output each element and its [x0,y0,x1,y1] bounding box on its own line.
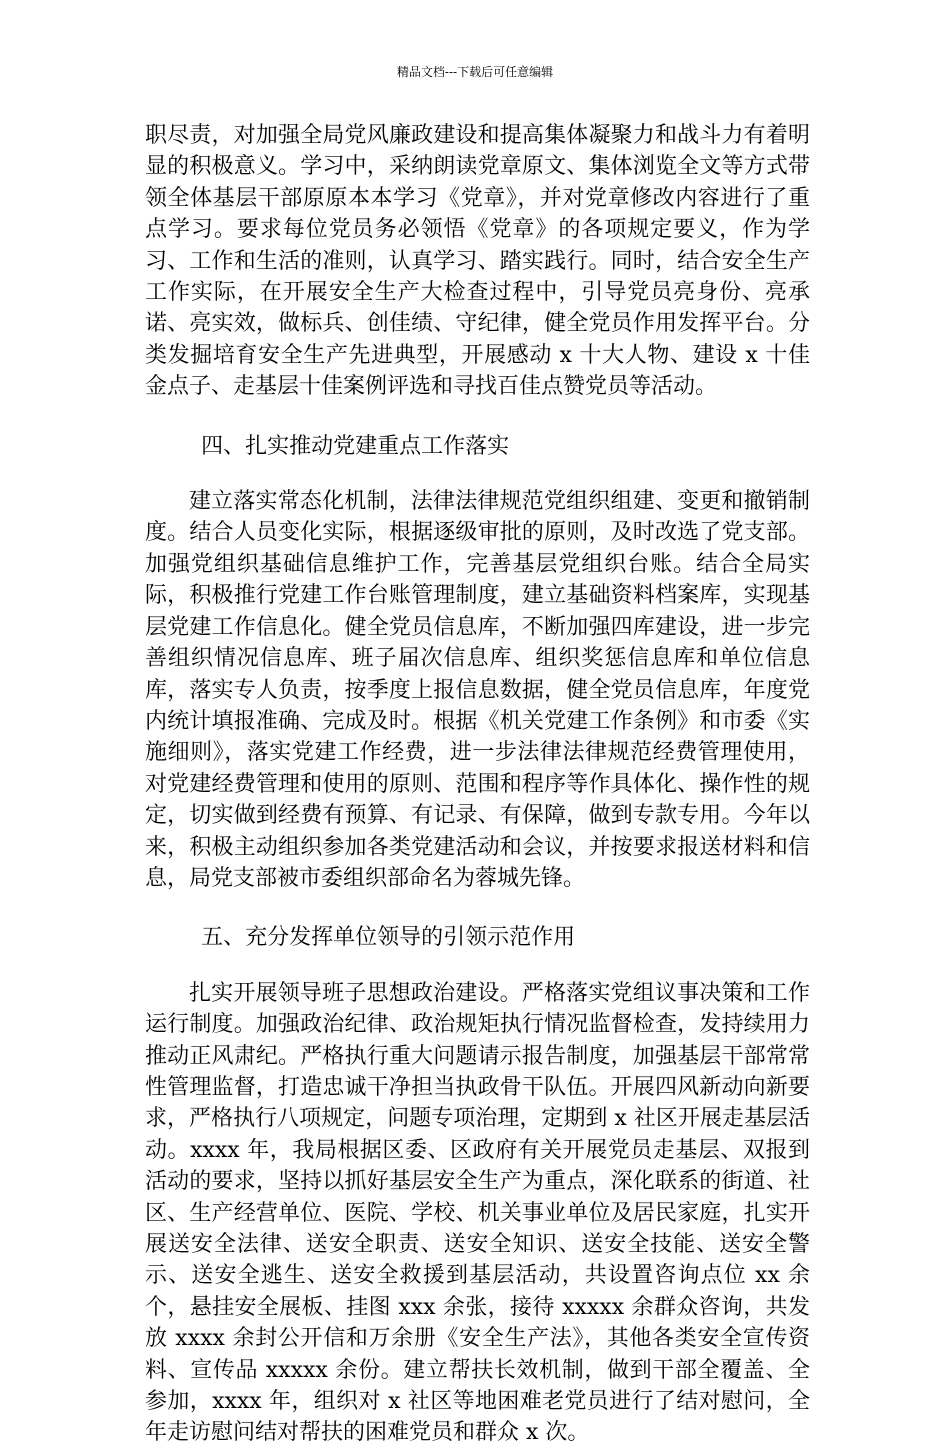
document-body [145,120,810,1449]
paragraph-continued: 职尽责，对加强全局党风廉政建设和提高集体凝聚力和战斗力有着明显的积极意义。学习中，采纳朗读党章原文、集体浏览全文等方式带领全体基层干部原原本本学习《党章》，并对党章修改内容进行了重点学习。要求每位党员务必领悟《党章》的各项规定要义，作为学习、工作和生活的准则，认真学习、踏实践行。同时，结合安全生产工作实际，在开展安全生产大检查过程中，引导党员亮身份、亮承诺、亮实效，做标兵、创佳绩、守纪律，健全党员作用发挥平台。分类发掘培育安全生产先进典型，开展感动 x 十大人物、建设 x 十佳金点子、走基层十佳案例评选和寻找百佳点赞党员等活动。 [145,123,810,400]
paragraph-section-4: 建立落实常态化机制，法律法律规范党组织组建、变更和撤销制度。结合人员变化实际，根据逐级审批的原则，及时改选了党支部。加强党组织基础信息维护工作，完善基层党组织台账。结合全局实际，积极推行党建工作台账管理制度，建立基础资料档案库，实现基层党建工作信息化。健全党员信息库，不断加强四库建设，进一步完善组织情况信息库、班子届次信息库、组织奖惩信息库和单位信息库，落实专人负责，按季度上报信息数据，健全党员信息库，年度党内统计填报准确、完成及时。根据《机关党建工作条例》和市委《实施细则》，落实党建工作经费，进一步法律法律规范经费管理使用，对党建经费管理和使用的原则、范围和程序等作具体化、操作性的规定，切实做到经费有预算、有记录、有保障，做到专款专用。今年以来，积极主动组织参加各类党建活动和会议，并按要求报送材料和信息，局党支部被市委组织部命名为蓉城先锋。 [145,489,810,891]
section-heading-5: 五、充分发挥单位领导的引领示范作用 [201,925,576,951]
paragraph-section-5: 扎实开展领导班子思想政治建设。严格落实党组议事决策和工作运行制度。加强政治纪律、政治规矩执行情况监督检查，发持续用力推动正风肃纪。严格执行重大问题请示报告制度，加强基层干部常常性管理监督，打造忠诚干净担当执政骨干队伍。开展四风新动向新要求，严格执行八项规定，问题专项治理，定期到 x 社区开展走基层活动。xxxx 年，我局根据区委、区政府有关开展党员走基层、双报到活动的要求，坚持以抓好基层安全生产为重点，深化联系的街道、社区、生产经营单位、医院、学校、机关事业单位及居民家庭，扎实开展送安全法律、送安全职责、送安全知识、送安全技能、送安全警示、送安全逃生、送安全救援到基层活动，共设置咨询点位 xx 余个，悬挂安全展板、挂图 xxx 余张，接待 xxxxx 余群众咨询，共发放 xxxx 余封公开信和万余册《安全生产法》，其他各类安全宣传资料、宣传品 xxxxx 余份。建立帮扶长效机制，做到干部全覆盖、全参加，xxxx 年，组织对 x 社区等地困难老党员进行了结对慰问，全年走访慰问结对帮扶的困难党员和群众 x 次。 [145,980,810,1446]
page-header: 精品文档---下载后可任意编辑 [396,65,554,79]
section-heading-4: 四、扎实推动党建重点工作落实 [201,433,510,459]
